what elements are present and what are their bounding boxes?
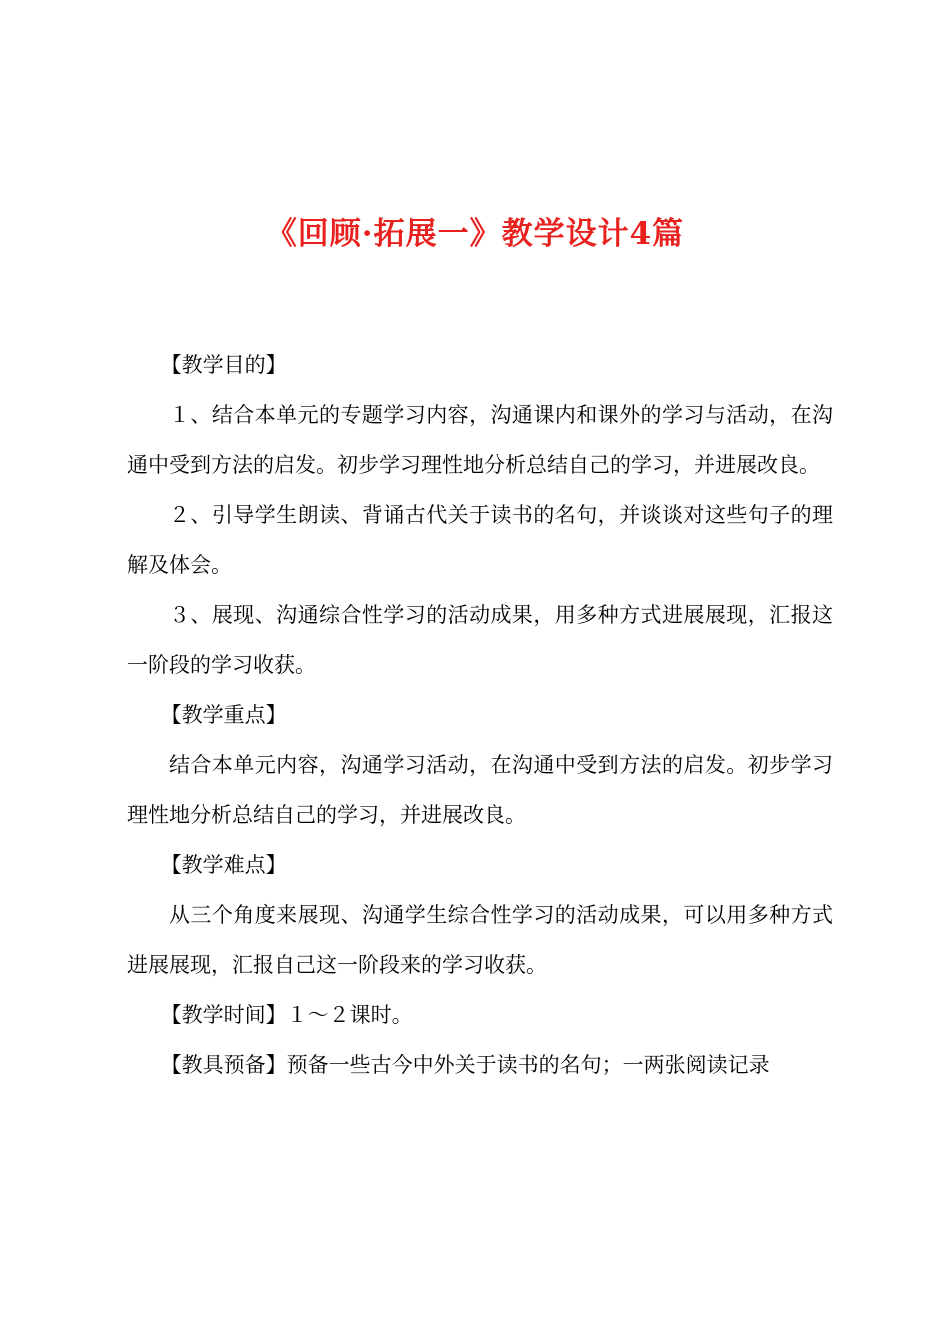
key-points-paragraph: 结合本单元内容，沟通学习活动，在沟通中受到方法的启发。初步学习理性地分析总结自己的学习，并进展改良。 [127, 753, 833, 827]
goal-paragraph-1: １、结合本单元的专题学习内容，沟通课内和课外的学习与活动，在沟通中受到方法的启发。初步学习理性地分析总结自己的学习，并进展改良。 [127, 403, 833, 477]
goal-paragraph-2: ２、引导学生朗读、背诵古代关于读书的名句，并谈谈对这些句子的理解及体会。 [127, 503, 833, 577]
section-heading-difficulties: 【教学难点】 [160, 853, 287, 877]
document-title: 《回顾·拓展一》教学设计4篇 [265, 216, 685, 252]
document-body [127, 340, 833, 1090]
section-heading-teaching-goals: 【教学目的】 [160, 353, 287, 377]
teaching-time-line: 【教学时间】１～２课时。 [160, 1003, 413, 1027]
section-heading-key-points: 【教学重点】 [160, 703, 287, 727]
difficulties-paragraph: 从三个角度来展现、沟通学生综合性学习的活动成果，可以用多种方式进展展现，汇报自己这一阶段来的学习收获。 [127, 903, 833, 977]
teaching-aids-line: 【教具预备】预备一些古今中外关于读书的名句；一两张阅读记录 [160, 1053, 770, 1077]
goal-paragraph-3: ３、展现、沟通综合性学习的活动成果，用多种方式进展展现，汇报这一阶段的学习收获。 [127, 603, 833, 677]
